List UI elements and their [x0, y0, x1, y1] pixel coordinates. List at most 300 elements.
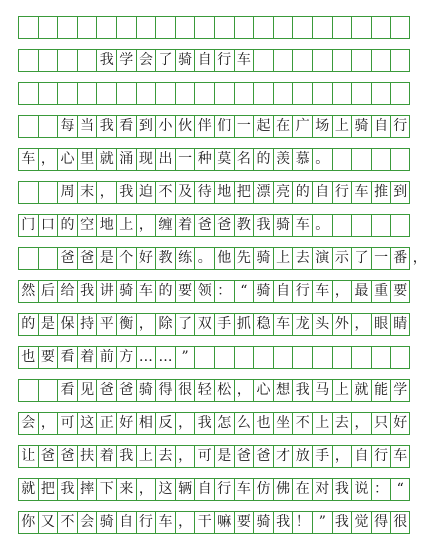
grid-cell [77, 50, 97, 71]
grid-cell: ， [234, 380, 254, 401]
grid-cell: 他 [214, 248, 234, 269]
text-line [18, 16, 410, 39]
grid-cell: 骑 [96, 512, 116, 533]
grid-cell: 起 [253, 116, 273, 137]
grid-cell: 眼 [371, 314, 391, 335]
grid-cell: 及 [175, 182, 195, 203]
grid-cell: 平 [96, 314, 116, 335]
grid-cell [371, 17, 391, 38]
grid-cell: 当 [77, 116, 97, 137]
grid-cell: 上 [273, 248, 293, 269]
grid-cell: 周 [57, 182, 77, 203]
grid-cell: 就 [96, 149, 116, 170]
grid-cell: 会 [18, 413, 38, 434]
grid-cell: 现 [136, 149, 156, 170]
grid-cell: 骑 [253, 248, 273, 269]
grid-cell: 先 [234, 248, 254, 269]
grid-cell [312, 347, 332, 368]
grid-cell: 在 [273, 116, 293, 137]
grid-cell [292, 347, 312, 368]
grid-cell: 把 [234, 182, 254, 203]
grid-cell: 骑 [116, 281, 136, 302]
grid-cell: 自 [371, 116, 391, 137]
grid-cell: 干 [194, 512, 214, 533]
grid-cell [234, 83, 254, 104]
grid-cell [57, 17, 77, 38]
grid-cell: 下 [96, 479, 116, 500]
grid-cell: 又 [38, 512, 58, 533]
grid-cell: 上 [116, 215, 136, 236]
grid-cell: ， [96, 182, 116, 203]
grid-cell: 自 [116, 512, 136, 533]
grid-cell [214, 17, 234, 38]
grid-cell: 见 [77, 380, 97, 401]
grid-cell: 想 [273, 380, 293, 401]
grid-cell: 自 [194, 479, 214, 500]
grid-cell: 上 [312, 413, 332, 434]
grid-cell [194, 17, 214, 38]
grid-cell: ， [332, 446, 352, 467]
grid-cell: ， [175, 413, 195, 434]
grid-cell: 演 [312, 248, 332, 269]
grid-cell: 骑 [253, 281, 273, 302]
grid-cell [38, 380, 58, 401]
text-line [18, 115, 410, 138]
grid-cell: ， [332, 281, 352, 302]
grid-cell [273, 347, 293, 368]
grid-cell [351, 17, 371, 38]
grid-cell [77, 83, 97, 104]
grid-cell: 车 [351, 182, 371, 203]
grid-cell [351, 347, 371, 368]
grid-cell [351, 50, 371, 71]
grid-cell: 漂 [253, 182, 273, 203]
grid-cell [332, 215, 352, 236]
grid-cell [57, 83, 77, 104]
grid-cell: 里 [77, 149, 97, 170]
grid-cell: 慕 [292, 149, 312, 170]
grid-cell: 车 [390, 446, 410, 467]
grid-cell: ， [38, 149, 58, 170]
grid-cell: 是 [96, 248, 116, 269]
grid-cell: 相 [136, 413, 156, 434]
grid-cell: 爸 [38, 446, 58, 467]
grid-cell [18, 248, 38, 269]
text-line [18, 412, 410, 435]
grid-cell [253, 347, 273, 368]
grid-cell: 骑 [253, 512, 273, 533]
text-line [18, 82, 410, 105]
grid-cell: 嘛 [214, 512, 234, 533]
grid-cell [136, 17, 156, 38]
grid-cell: 骑 [175, 50, 195, 71]
grid-cell [18, 182, 38, 203]
grid-cell [38, 116, 58, 137]
grid-cell: 行 [332, 182, 352, 203]
grid-cell [292, 50, 312, 71]
grid-cell: 龙 [292, 314, 312, 335]
grid-cell: 。 [312, 215, 332, 236]
grid-cell: 你 [18, 512, 38, 533]
grid-cell: 讲 [96, 281, 116, 302]
grid-cell: 行 [214, 50, 234, 71]
grid-cell: 我 [332, 512, 352, 533]
grid-cell: ， [351, 413, 371, 434]
grid-cell: 说 [351, 479, 371, 500]
grid-cell: 我 [253, 215, 273, 236]
grid-cell: 重 [371, 281, 391, 302]
grid-cell [38, 83, 58, 104]
grid-cell: 看 [57, 380, 77, 401]
grid-cell: 爸 [253, 446, 273, 467]
grid-cell: 看 [116, 116, 136, 137]
grid-cell: 小 [155, 116, 175, 137]
grid-cell: 爸 [116, 380, 136, 401]
grid-cell: 。 [194, 248, 214, 269]
text-line [18, 181, 410, 204]
grid-cell: 前 [96, 347, 116, 368]
grid-cell [351, 149, 371, 170]
grid-cell: 学 [116, 50, 136, 71]
grid-cell [38, 17, 58, 38]
grid-cell: 莫 [214, 149, 234, 170]
grid-cell [155, 17, 175, 38]
grid-cell [57, 50, 77, 71]
grid-cell: 看 [57, 347, 77, 368]
grid-cell: 觉 [351, 512, 371, 533]
grid-cell: 得 [371, 512, 391, 533]
grid-cell: 练 [175, 248, 195, 269]
grid-cell: ， [136, 314, 156, 335]
grid-cell [371, 347, 391, 368]
grid-cell: 车 [292, 215, 312, 236]
grid-cell: 很 [390, 512, 410, 533]
grid-cell: 我 [332, 479, 352, 500]
grid-cell: 是 [214, 446, 234, 467]
grid-cell: 给 [57, 281, 77, 302]
grid-cell [194, 83, 214, 104]
grid-cell [332, 83, 352, 104]
grid-cell: 末 [77, 182, 97, 203]
grid-cell: 推 [371, 182, 391, 203]
grid-cell [96, 83, 116, 104]
grid-cell [332, 17, 352, 38]
grid-cell [116, 17, 136, 38]
grid-cell: 松 [214, 380, 234, 401]
grid-cell: 空 [77, 215, 97, 236]
grid-cell: 车 [234, 479, 254, 500]
grid-cell: 我 [77, 281, 97, 302]
grid-cell [18, 83, 38, 104]
grid-cell: 我 [194, 413, 214, 434]
grid-cell: 在 [292, 479, 312, 500]
grid-cell: 地 [96, 215, 116, 236]
grid-cell: 了 [351, 248, 371, 269]
grid-cell: 好 [136, 248, 156, 269]
grid-cell: 的 [292, 182, 312, 203]
grid-cell: 学 [390, 380, 410, 401]
grid-cell: 衡 [116, 314, 136, 335]
grid-cell [390, 83, 410, 104]
grid-cell [77, 17, 97, 38]
grid-cell [96, 17, 116, 38]
text-line [18, 247, 427, 270]
grid-cell: 可 [194, 446, 214, 467]
grid-cell: 去 [155, 446, 175, 467]
grid-cell [175, 17, 195, 38]
grid-cell: 教 [155, 248, 175, 269]
grid-cell: ， [351, 314, 371, 335]
grid-cell [175, 83, 195, 104]
grid-cell: ， [175, 446, 195, 467]
grid-cell: 名 [234, 149, 254, 170]
grid-cell [38, 50, 58, 71]
grid-cell: 伙 [175, 116, 195, 137]
grid-cell: 要 [175, 281, 195, 302]
grid-cell: 番 [390, 248, 410, 269]
grid-cell: 很 [175, 380, 195, 401]
grid-cell: 持 [77, 314, 97, 335]
grid-cell [371, 149, 391, 170]
grid-cell: 不 [155, 182, 175, 203]
grid-cell: 不 [292, 413, 312, 434]
grid-cell: 睛 [390, 314, 410, 335]
grid-cell: 门 [18, 215, 38, 236]
grid-cell: ： [371, 479, 391, 500]
grid-cell: 双 [194, 314, 214, 335]
grid-cell [390, 215, 410, 236]
grid-cell: 地 [214, 182, 234, 203]
text-line [18, 280, 410, 303]
grid-cell: 来 [116, 479, 136, 500]
grid-cell: “ [390, 479, 410, 500]
grid-cell: 着 [175, 215, 195, 236]
grid-cell: 能 [371, 380, 391, 401]
grid-cell: 的 [253, 149, 273, 170]
grid-cell [371, 50, 391, 71]
grid-cell: 上 [332, 380, 352, 401]
grid-cell: … [155, 347, 175, 368]
grid-cell: 手 [312, 446, 332, 467]
grid-cell: 一 [371, 248, 391, 269]
grid-cell: 行 [136, 512, 156, 533]
grid-cell [292, 83, 312, 104]
grid-cell: 个 [116, 248, 136, 269]
grid-cell [116, 83, 136, 104]
grid-cell: 我 [96, 116, 116, 137]
grid-cell: 最 [351, 281, 371, 302]
grid-cell [38, 182, 58, 203]
grid-cell [18, 116, 38, 137]
grid-cell: ， [38, 413, 58, 434]
grid-cell: 会 [136, 50, 156, 71]
grid-cell: 领 [194, 281, 214, 302]
grid-cell: 爸 [57, 446, 77, 467]
grid-cell [253, 50, 273, 71]
grid-cell: 我 [96, 50, 116, 71]
grid-cell: 车 [273, 314, 293, 335]
grid-cell: 把 [38, 479, 58, 500]
grid-cell: 要 [38, 347, 58, 368]
grid-cell: 行 [371, 446, 391, 467]
grid-cell: 了 [155, 50, 175, 71]
grid-cell: 。 [312, 149, 332, 170]
grid-cell: 心 [253, 380, 273, 401]
grid-cell: 后 [38, 281, 58, 302]
grid-cell: 待 [194, 182, 214, 203]
grid-cell: 爸 [57, 248, 77, 269]
grid-cell: 的 [57, 215, 77, 236]
grid-cell [253, 17, 273, 38]
grid-cell: 抓 [234, 314, 254, 335]
grid-cell: 迫 [136, 182, 156, 203]
grid-cell [371, 83, 391, 104]
text-line [18, 379, 410, 402]
grid-cell: 自 [273, 281, 293, 302]
grid-cell: 佛 [273, 479, 293, 500]
grid-cell: 爸 [77, 248, 97, 269]
grid-cell: 手 [214, 314, 234, 335]
grid-cell: 一 [175, 149, 195, 170]
grid-cell: 骑 [136, 380, 156, 401]
grid-cell: 好 [390, 413, 410, 434]
grid-cell: 会 [77, 512, 97, 533]
grid-cell [390, 149, 410, 170]
grid-cell: 放 [292, 446, 312, 467]
grid-cell: … [136, 347, 156, 368]
grid-cell [234, 17, 254, 38]
grid-cell [155, 83, 175, 104]
grid-cell [18, 17, 38, 38]
grid-cell: 可 [57, 413, 77, 434]
grid-cell [390, 50, 410, 71]
grid-cell: 车 [155, 512, 175, 533]
grid-cell: 车 [18, 149, 38, 170]
grid-cell: 稳 [253, 314, 273, 335]
grid-cell: 我 [116, 182, 136, 203]
grid-cell: 辆 [175, 479, 195, 500]
grid-cell: 心 [57, 149, 77, 170]
grid-cell [18, 380, 38, 401]
grid-cell: 好 [116, 413, 136, 434]
grid-cell: 的 [155, 281, 175, 302]
text-line [18, 511, 410, 534]
grid-cell: 扶 [77, 446, 97, 467]
grid-cell: 爸 [214, 215, 234, 236]
grid-cell: 缠 [155, 215, 175, 236]
grid-cell: 着 [96, 446, 116, 467]
grid-cell [273, 17, 293, 38]
grid-cell: ， [136, 479, 156, 500]
grid-cell: 我 [292, 380, 312, 401]
grid-cell: 的 [18, 314, 38, 335]
grid-cell: 反 [155, 413, 175, 434]
grid-cell: 外 [332, 314, 352, 335]
grid-cell: “ [234, 281, 254, 302]
grid-cell: 是 [38, 314, 58, 335]
grid-cell: ” [175, 347, 195, 368]
grid-cell: 也 [18, 347, 38, 368]
grid-cell: ！ [292, 512, 312, 533]
grid-cell [332, 50, 352, 71]
grid-cell: 场 [312, 116, 332, 137]
grid-cell: 方 [116, 347, 136, 368]
grid-cell: 自 [312, 182, 332, 203]
grid-cell [214, 83, 234, 104]
grid-cell: 行 [214, 479, 234, 500]
grid-cell: 羡 [273, 149, 293, 170]
grid-cell: 车 [312, 281, 332, 302]
grid-cell: ， [136, 215, 156, 236]
grid-cell: 我 [57, 479, 77, 500]
grid-cell [273, 50, 293, 71]
grid-cell: 自 [194, 50, 214, 71]
text-line [18, 148, 410, 171]
title-line [18, 49, 410, 72]
grid-cell: 我 [273, 512, 293, 533]
grid-cell: ， [175, 512, 195, 533]
grid-cell [312, 17, 332, 38]
grid-cell: 正 [96, 413, 116, 434]
grid-cell: 要 [234, 512, 254, 533]
grid-cell: 爸 [234, 446, 254, 467]
grid-cell: 广 [292, 116, 312, 137]
grid-cell: 对 [312, 479, 332, 500]
grid-cell [312, 50, 332, 71]
text-line [18, 346, 410, 369]
grid-cell: 坐 [273, 413, 293, 434]
grid-cell [214, 347, 234, 368]
grid-cell: 也 [253, 413, 273, 434]
grid-cell: 车 [234, 50, 254, 71]
grid-cell: 种 [194, 149, 214, 170]
grid-cell: 才 [273, 446, 293, 467]
grid-cell: 得 [155, 380, 175, 401]
grid-cell: 要 [390, 281, 410, 302]
grid-cell: 去 [332, 413, 352, 434]
grid-cell: 示 [332, 248, 352, 269]
grid-cell: 涌 [116, 149, 136, 170]
grid-cell [273, 83, 293, 104]
grid-cell: 马 [312, 380, 332, 401]
grid-cell: 然 [18, 281, 38, 302]
grid-cell: 爸 [194, 215, 214, 236]
grid-cell: 头 [312, 314, 332, 335]
grid-cell: 每 [57, 116, 77, 137]
grid-cell: 去 [292, 248, 312, 269]
text-line [18, 478, 410, 501]
grid-cell [136, 83, 156, 104]
grid-cell [390, 347, 410, 368]
grid-cell: 这 [155, 479, 175, 500]
grid-cell: 不 [57, 512, 77, 533]
grid-cell: 摔 [77, 479, 97, 500]
grid-cell: 么 [234, 413, 254, 434]
text-line [18, 313, 410, 336]
grid-cell: 伴 [194, 116, 214, 137]
grid-cell: 让 [18, 446, 38, 467]
grid-cell: 怎 [214, 413, 234, 434]
grid-cell: 上 [136, 446, 156, 467]
grid-cell: 上 [332, 116, 352, 137]
grid-cell: ： [214, 281, 234, 302]
grid-cell [292, 17, 312, 38]
manuscript-sheet [18, 0, 427, 540]
grid-cell [351, 215, 371, 236]
grid-cell: ” [312, 512, 332, 533]
grid-cell [332, 149, 352, 170]
grid-cell: 车 [136, 281, 156, 302]
